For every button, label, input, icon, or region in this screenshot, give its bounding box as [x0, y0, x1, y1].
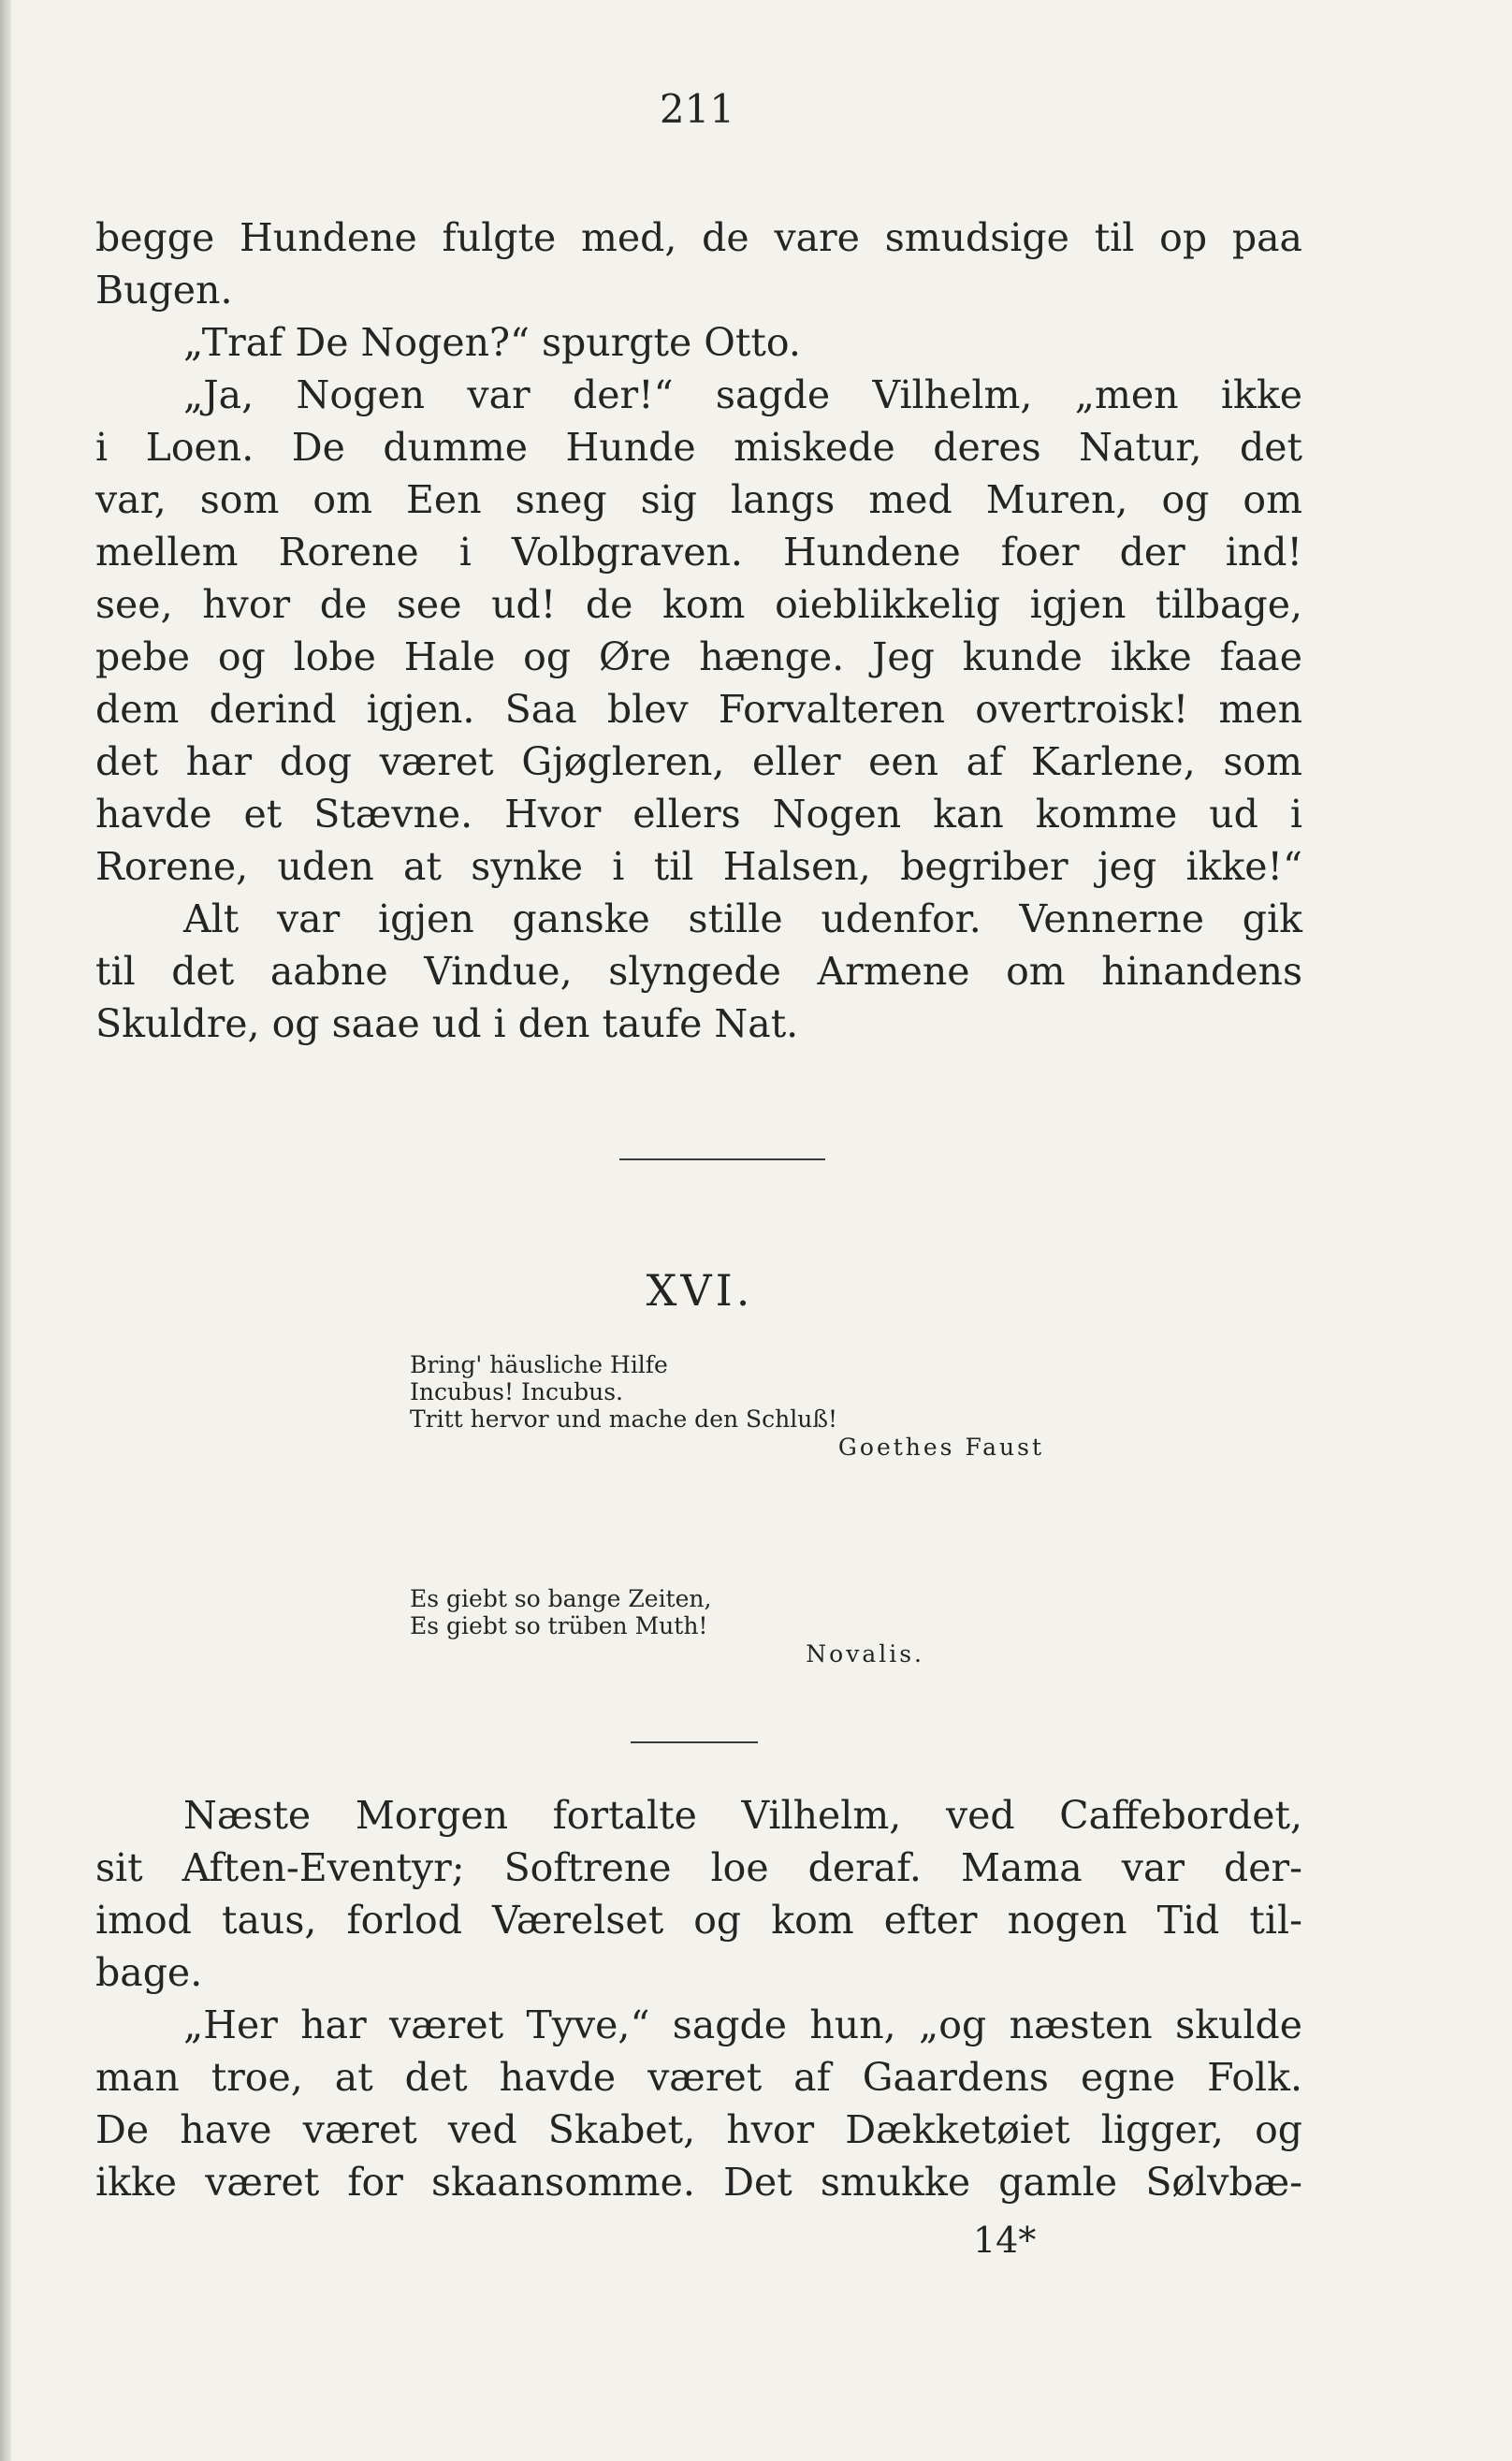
epigraph-source: Goethes Faust — [837, 1434, 1044, 1461]
text-line: ikke været for skaansomme. Det smukke gamle Sølvbæ- — [95, 2160, 1302, 2205]
text-line: „Traf De Nogen?“ spurgte Otto. — [183, 320, 801, 365]
text-line: Skuldre, og saae ud i den taufe Nat. — [95, 1001, 799, 1046]
text-line: pebe og lobe Hale og Øre hænge. Jeg kunde ikke faae — [95, 634, 1302, 679]
text-block-bottom — [95, 1789, 1302, 2208]
text-line: Rorene, uden at synke i til Halsen, begriber jeg ikke!“ — [95, 844, 1302, 889]
section-divider — [619, 1158, 825, 1160]
text-line: man troe, at det havde været af Gaardens egne Folk. — [95, 2055, 1302, 2100]
epigraph-line: Incubus! Incubus. — [410, 1378, 623, 1405]
text-line: „Ja, Nogen var der!“ sagde Vilhelm, „men ikke — [183, 372, 1302, 417]
text-line: i Loen. De dumme Hunde miskede deres Natur, det — [95, 425, 1302, 470]
epigraph-goethe — [410, 1351, 1044, 1462]
text-line: see, hvor de see ud! de kom oieblikkelig igjen tilbage, — [95, 582, 1302, 627]
epigraph-line: Bring' häusliche Hilfe — [410, 1351, 668, 1378]
text-line: Næste Morgen fortalte Vilhelm, ved Caffebordet, — [183, 1793, 1302, 1838]
text-line: havde et Stævne. Hvor ellers Nogen kan komme ud i — [95, 792, 1302, 837]
text-line: sit Aften-Eventyr; Softrene loe deraf. Mama var der- — [95, 1845, 1302, 1890]
epigraph-line: Tritt hervor und mache den Schluß! — [410, 1405, 838, 1433]
epigraph-source: Novalis. — [806, 1640, 924, 1667]
printer-signature-mark: 14* — [973, 2220, 1037, 2261]
text-line: dem derind igjen. Saa blev Forvalteren overtroisk! men — [95, 687, 1302, 732]
chapter-heading: XVI. — [646, 1265, 754, 1316]
text-line: „Her har været Tyve,“ sagde hun, „og næsten skulde — [183, 2002, 1302, 2047]
page-edge-shadow — [0, 0, 11, 2461]
text-line: til det aabne Vindue, slyngede Armene om hinandens — [95, 949, 1302, 994]
text-line: imod taus, forlod Værelset og kom efter nogen Tid til- — [95, 1898, 1302, 1943]
text-line: Alt var igjen ganske stille udenfor. Vennerne gik — [183, 896, 1302, 941]
page-number: 211 — [659, 86, 735, 132]
text-line: De have været ved Skabet, hvor Dækketøiet ligger, og — [95, 2107, 1302, 2152]
text-line: bage. — [95, 1950, 203, 1995]
text-line: mellem Rorene i Volbgraven. Hundene foer der ind! — [95, 530, 1302, 575]
text-line: det har dog været Gjøgleren, eller een af Karlene, som — [95, 739, 1302, 784]
text-line: Bugen. — [95, 268, 233, 313]
text-block-top — [95, 211, 1302, 1050]
epigraph-line: Es giebt so trüben Muth! — [410, 1612, 708, 1639]
text-line: begge Hundene fulgte med, de vare smudsige til op paa — [95, 215, 1302, 260]
epigraph-divider — [631, 1741, 758, 1743]
epigraph-line: Es giebt so bange Zeiten, — [410, 1585, 712, 1612]
epigraph-novalis — [410, 1585, 924, 1668]
text-line: var, som om Een sneg sig langs med Muren, og om — [95, 477, 1302, 522]
